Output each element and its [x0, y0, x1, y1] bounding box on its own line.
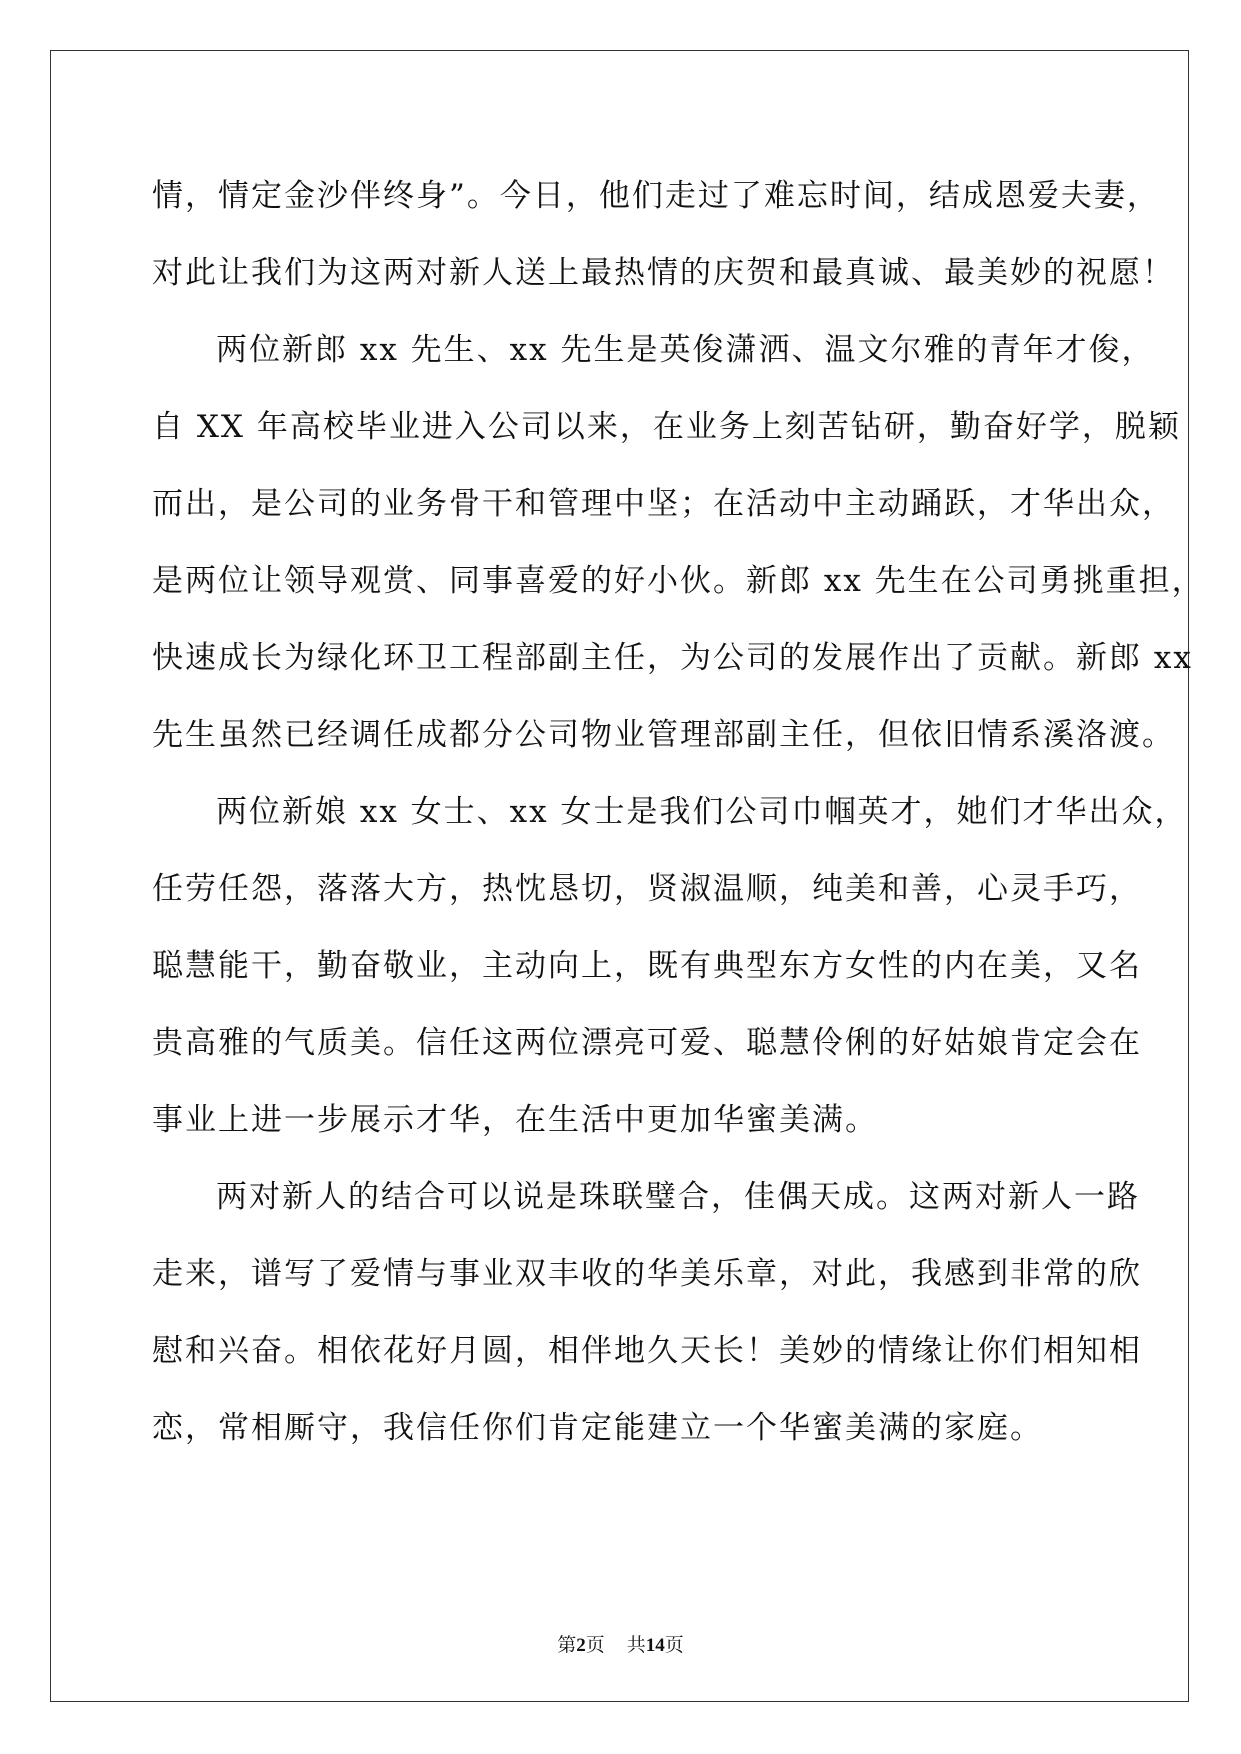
- text-line: 贵高雅的气质美。信任这两位漂亮可爱、聪慧伶俐的好姑娘肯定会在: [152, 1025, 1142, 1061]
- document-body: [152, 158, 1205, 1467]
- total-suffix: 页: [664, 1635, 684, 1656]
- text-line: 慰和兴奋。相依花好月圆，相伴地久天长！美妙的情缘让你们相知相: [152, 1333, 1142, 1369]
- total-prefix: 共: [626, 1635, 646, 1656]
- text-line: 快速成长为绿化环卫工程部副主任，为公司的发展作出了贡献。新郎 xx: [152, 640, 1193, 676]
- paragraph-first-line: 两对新人的结合可以说是珠联璧合，佳偶天成。这两对新人一路: [216, 1179, 1140, 1215]
- page-footer: [0, 1630, 1241, 1657]
- page-number: 2: [576, 1635, 586, 1656]
- text-line: 走来，谱写了爱情与事业双丰收的华美乐章，对此，我感到非常的欣: [152, 1256, 1142, 1292]
- text-line: 是两位让领导观赏、同事喜爱的好小伙。新郎 xx 先生在公司勇挑重担，: [152, 563, 1205, 599]
- paragraph-last-line: 恋，常相厮守，我信任你们肯定能建立一个华蜜美满的家庭。: [152, 1410, 1043, 1446]
- text-line: 先生虽然已经调任成都分公司物业管理部副主任，但依旧情系溪洛渡。: [152, 717, 1175, 753]
- total-pages: 14: [645, 1635, 665, 1656]
- text-line: 对此让我们为这两对新人送上最热情的庆贺和最真诚、最美妙的祝愿！: [152, 255, 1175, 291]
- page-prefix: 第: [557, 1635, 577, 1656]
- text-line: 自 XX 年高校毕业进入公司以来，在业务上刻苦钻研，勤奋好学，脱颖: [152, 409, 1181, 445]
- paragraph-last-line: 事业上进一步展示才华，在生活中更加华蜜美满。: [152, 1102, 878, 1138]
- text-line: 而出，是公司的业务骨干和管理中坚；在活动中主动踊跃，才华出众，: [152, 486, 1175, 522]
- text-line: 情，情定金沙伴终身”。今日，他们走过了难忘时间，结成恩爱夫妻，: [152, 178, 1160, 214]
- paragraph-first-line: 两位新郎 xx 先生、xx 先生是英俊潇洒、温文尔雅的青年才俊，: [216, 332, 1155, 368]
- text-line: 聪慧能干，勤奋敬业，主动向上，既有典型东方女性的内在美，又名: [152, 948, 1142, 984]
- page-suffix: 页: [585, 1635, 605, 1656]
- text-line: 任劳任怨，落落大方，热忱恳切，贤淑温顺，纯美和善，心灵手巧，: [152, 871, 1142, 907]
- paragraph-first-line: 两位新娘 xx 女士、xx 女士是我们公司巾帼英才，她们才华出众，: [216, 794, 1188, 830]
